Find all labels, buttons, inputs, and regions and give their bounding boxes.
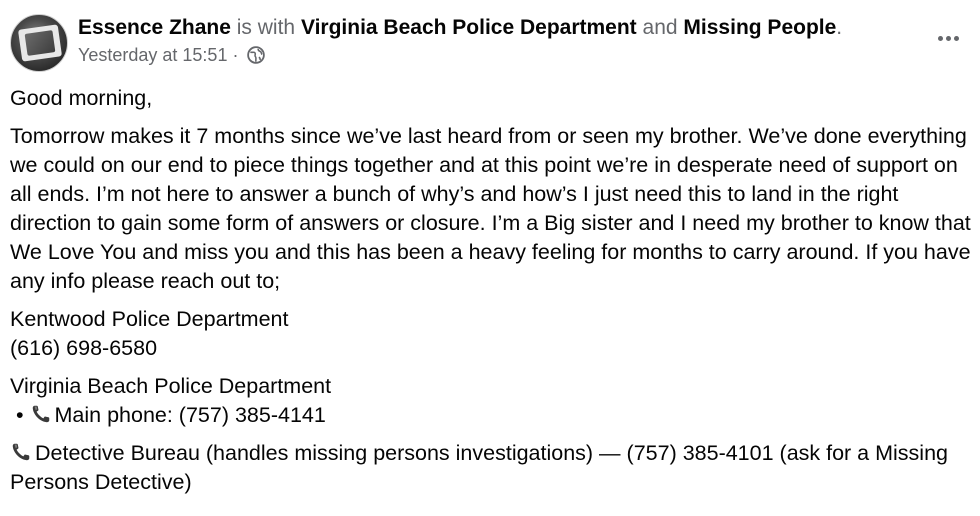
title-period: . (836, 16, 843, 39)
greeting-text: Good morning, (10, 86, 153, 110)
tagged-page-link-vbpd[interactable]: Virginia Beach Police Department (300, 16, 637, 39)
phone-icon (30, 403, 52, 425)
detective-bureau-line (10, 439, 972, 497)
vbpd-main-phone[interactable]: Main phone: (757) 385-4141 (54, 403, 326, 427)
post-header (10, 14, 970, 74)
and-text: and (642, 16, 678, 39)
bullet: • (15, 403, 24, 427)
contact-kentwood (10, 305, 972, 363)
contact-vbpd-name: Virginia Beach Police Department (10, 374, 332, 398)
contact-kentwood-name: Kentwood Police Department (10, 307, 289, 331)
more-dot (938, 36, 943, 41)
post-title-line (78, 14, 938, 42)
globe-icon[interactable] (247, 46, 265, 64)
phone-icon (10, 441, 32, 463)
avatar-photo-frame (18, 24, 62, 61)
more-dots-icon[interactable] (938, 28, 962, 52)
contact-vbpd-main-line (10, 401, 972, 430)
contact-vbpd (10, 372, 972, 430)
post-meta-line (78, 42, 938, 68)
meta-separator: · (232, 45, 239, 65)
contact-kentwood-phone[interactable]: (616) 698-6580 (10, 336, 158, 360)
more-dot (954, 36, 959, 41)
with-text: is with (236, 16, 296, 39)
main-paragraph: Tomorrow makes it 7 months since we’ve last heard from or seen my brother. We’ve done everything we could on our end to piece things together and at this point we’re in desperate need of support on all ends. I’m not here to answer a bunch of why’s and how’s I just need this to land in the right direction to gain some form of answers or closure. I’m a Big sister and I need my brother to know that We Love You and miss you and this has been a heavy feeling for months to carry around. If you have any info please reach out to; (10, 124, 971, 293)
post-body (10, 84, 972, 506)
tagged-page-link-missing-people[interactable]: Missing People (683, 16, 837, 39)
author-name-link[interactable]: Essence Zhane (78, 16, 231, 39)
detective-bureau-text: Detective Bureau (handles missing persons investigations) — (757) 385-4101 (ask for a Missing Persons Detective) (10, 441, 948, 494)
author-avatar[interactable] (10, 14, 68, 72)
post-timestamp-link[interactable]: Yesterday at 15:51 (78, 45, 228, 65)
more-dot (946, 36, 951, 41)
post-header-text (78, 14, 938, 68)
avatar-photo-face (25, 30, 56, 56)
